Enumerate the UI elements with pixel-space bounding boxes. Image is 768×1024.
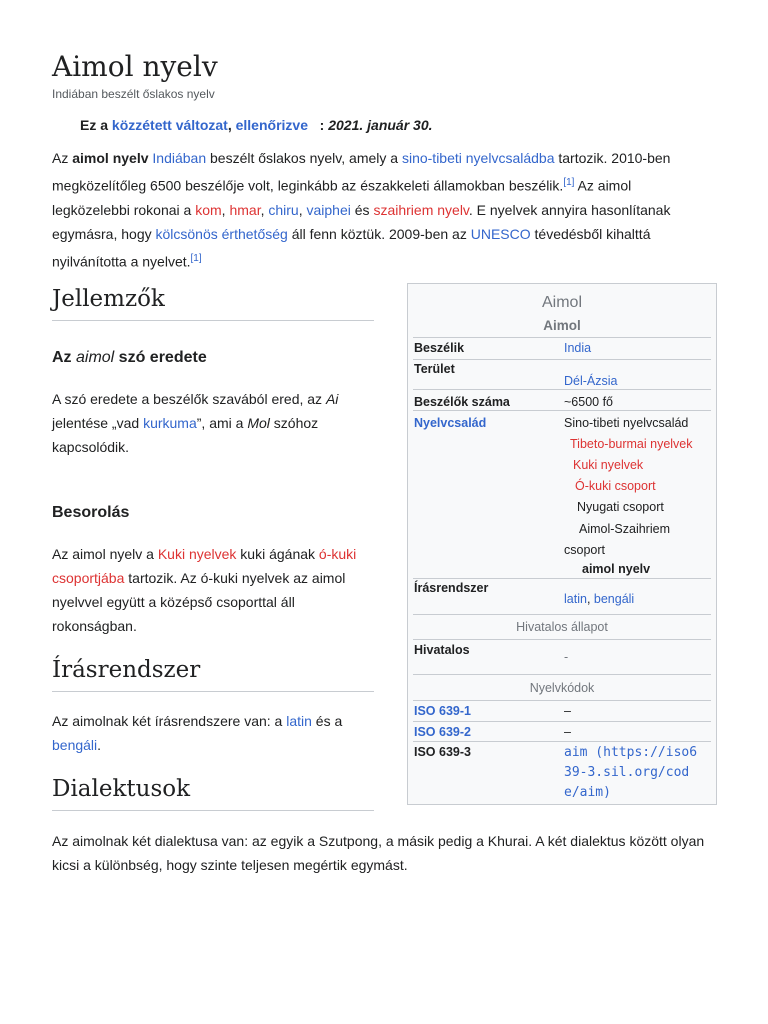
heading-text: szó eredete	[114, 349, 207, 366]
infobox-row-language-family	[413, 410, 711, 575]
region-label: Terület	[414, 362, 455, 376]
bengali-link[interactable]: bengáli	[52, 737, 98, 753]
italic-word: Ai	[325, 391, 339, 407]
iso-639-3-link[interactable]: ISO 639-3	[414, 745, 471, 759]
intro-text: Az	[52, 150, 73, 166]
intro-text: tartozik. 2010-ben megközelítőleg 6500 beszélője volt, leginkább az északkeleti államokban beszélik.	[52, 150, 671, 194]
vaiphei-link[interactable]: vaiphei	[306, 201, 351, 218]
kuki-languages-link[interactable]: Kuki nyelvek	[157, 546, 237, 562]
speakers-value: ~6500 fő	[564, 395, 614, 409]
iso-639-3-line: 39-3.sil.org/cod	[564, 765, 690, 780]
revision-prefix: Ez a	[80, 117, 109, 133]
iso-639-1-value: –	[564, 704, 571, 718]
dialects-paragraph: Az aimolnak két dialektusa van: az egyik a Szutpong, a másik pedig a Khurai. A két dialektus között olyan kicsi a különbség, hogy szinte teljesen megértik egymást.	[52, 833, 705, 873]
infobox-section-official-status: Hivatalos állapot	[413, 614, 711, 636]
published-version-link[interactable]: közzétett változat	[111, 117, 228, 133]
subsection-heading-classification: Besorolás	[52, 504, 130, 521]
intro-text: ,	[260, 201, 269, 218]
india-link[interactable]: Indiában	[152, 150, 207, 166]
text: szóhoz kapcsolódik.	[52, 415, 319, 455]
intro-text: és	[350, 201, 374, 218]
intro-text: áll fenn köztük. 2009-ben az	[287, 225, 471, 242]
chiru-link[interactable]: chiru	[268, 201, 299, 218]
revision-date: 2021. január 30.	[328, 117, 433, 133]
text: A szó eredete a beszélők szavából ered, az	[52, 391, 326, 407]
iso-639-3-line: aim (https://iso6	[564, 745, 698, 760]
official-value: -	[564, 650, 569, 664]
infobox-subtitle: Aimol	[543, 318, 581, 333]
section-heading-writing-system: Írásrendszer	[52, 657, 374, 692]
language-family-label-link[interactable]: Nyelvcsalád	[414, 416, 487, 430]
writing-system-value	[564, 592, 634, 606]
word-origin-paragraph	[52, 387, 374, 459]
iso-639-2-value: –	[564, 725, 571, 739]
iso-639-1-link[interactable]: ISO 639-1	[414, 704, 471, 718]
text: .	[97, 737, 102, 753]
spoken-in-label: Beszélik	[414, 341, 465, 355]
iso-639-3-value-link[interactable]	[564, 743, 697, 803]
reference-link[interactable]: [1]	[563, 177, 575, 188]
sino-tibetan-link[interactable]: sino-tibeti nyelvcsaládba	[401, 150, 555, 166]
iso-639-3-line: e/aim)	[564, 785, 611, 800]
iso-639-2-link[interactable]: ISO 639-2	[414, 725, 471, 739]
text: kuki ágának	[236, 546, 319, 562]
unesco-link[interactable]: UNESCO	[470, 225, 531, 242]
heading-text: Az	[52, 349, 76, 366]
revision-colon: :	[319, 117, 325, 133]
section-heading-dialects: Dialektusok	[52, 776, 374, 811]
family-level-tibeto-burman[interactable]: Tibeto-burmai nyelvek	[570, 437, 693, 451]
reference-link[interactable]: [1]	[190, 252, 202, 264]
infobox-title: Aimol	[541, 294, 582, 311]
text: tartozik. Az ó-kuki nyelvek az aimol nyelvvel együtt a középső csoporttal áll rokonságban.	[52, 570, 346, 634]
infobox-section-language-codes: Nyelvkódok	[413, 674, 711, 698]
hmar-link[interactable]: hmar	[229, 201, 261, 218]
intro-text: . E nyelvek annyira hasonlítanak egymásra, hogy	[52, 201, 671, 242]
text: Az aimol nyelv a	[52, 546, 158, 562]
family-level-sino-tibetan: Sino-tibeti nyelvcsalád	[564, 416, 689, 430]
intro-text: ,	[298, 201, 307, 218]
heading-italic: aimol	[76, 349, 115, 366]
infobox-row-spoken-in	[413, 337, 711, 360]
classification-paragraph	[52, 542, 374, 638]
bengali-link[interactable]: bengáli	[593, 592, 635, 606]
page-subtitle: Indiában beszélt őslakos nyelv	[52, 87, 215, 101]
latin-link[interactable]: latin	[286, 713, 312, 729]
infobox-row-iso1	[413, 700, 711, 721]
writing-system-label: Írásrendszer	[414, 581, 489, 595]
checked-link[interactable]: ellenőrizve	[235, 117, 308, 133]
text: Az aimolnak két írásrendszere van: a	[52, 713, 287, 729]
old-kuki-link[interactable]: ó-kuki csoportjába	[52, 546, 357, 586]
writing-system-paragraph	[52, 709, 374, 757]
text: jelentése „vad	[52, 415, 144, 431]
infobox	[407, 283, 717, 805]
family-level-old-kuki[interactable]: Ó-kuki csoport	[575, 479, 656, 493]
infobox-row-iso3	[413, 741, 711, 804]
text: és a	[311, 713, 343, 729]
family-level-western: Nyugati csoport	[577, 500, 664, 514]
intro-text: ,	[221, 201, 230, 218]
kurkuma-link[interactable]: kurkuma	[143, 415, 197, 431]
text: ”, ami a	[196, 415, 248, 431]
intro-bold-name: aimol nyelv	[72, 150, 149, 166]
subsection-heading-word-origin	[52, 349, 207, 367]
south-asia-link[interactable]: Dél-Ázsia	[564, 374, 618, 388]
speakers-label: Beszélők száma	[414, 395, 510, 409]
family-level-kuki[interactable]: Kuki nyelvek	[573, 458, 644, 472]
kom-link[interactable]: kom	[195, 201, 222, 218]
page-title: Aimol nyelv	[52, 50, 218, 83]
szaihriem-link[interactable]: szaihriem nyelv	[373, 201, 469, 218]
intro-paragraph	[52, 146, 712, 273]
latin-link[interactable]: latin	[564, 592, 587, 606]
india-link[interactable]: India	[564, 341, 592, 355]
infobox-row-speakers	[413, 389, 711, 412]
family-level-group: csoport	[564, 543, 605, 557]
family-level-aimol-szaihriem: Aimol-Szaihriem	[579, 522, 670, 536]
infobox-row-official	[413, 639, 711, 674]
intro-text: Az aimol legközelebbi rokonai a	[52, 177, 632, 218]
infobox-row-iso2	[413, 721, 711, 742]
revision-notice	[80, 117, 433, 133]
infobox-row-writing-system	[413, 578, 711, 615]
family-level-aimol: aimol nyelv	[582, 562, 651, 576]
mutual-intelligibility-link[interactable]: kölcsönös érthetőség	[155, 225, 288, 242]
intro-text: beszélt őslakos nyelv, amely a	[206, 150, 402, 166]
revision-comma: ,	[227, 117, 232, 133]
section-heading-jellemzok: Jellemzők	[52, 286, 374, 321]
separator: ,	[586, 592, 594, 606]
intro-text: tévedésből kihalttá nyilvánította a nyelvet.	[52, 225, 651, 270]
official-label: Hivatalos	[414, 643, 470, 657]
italic-word: Mol	[247, 415, 270, 431]
